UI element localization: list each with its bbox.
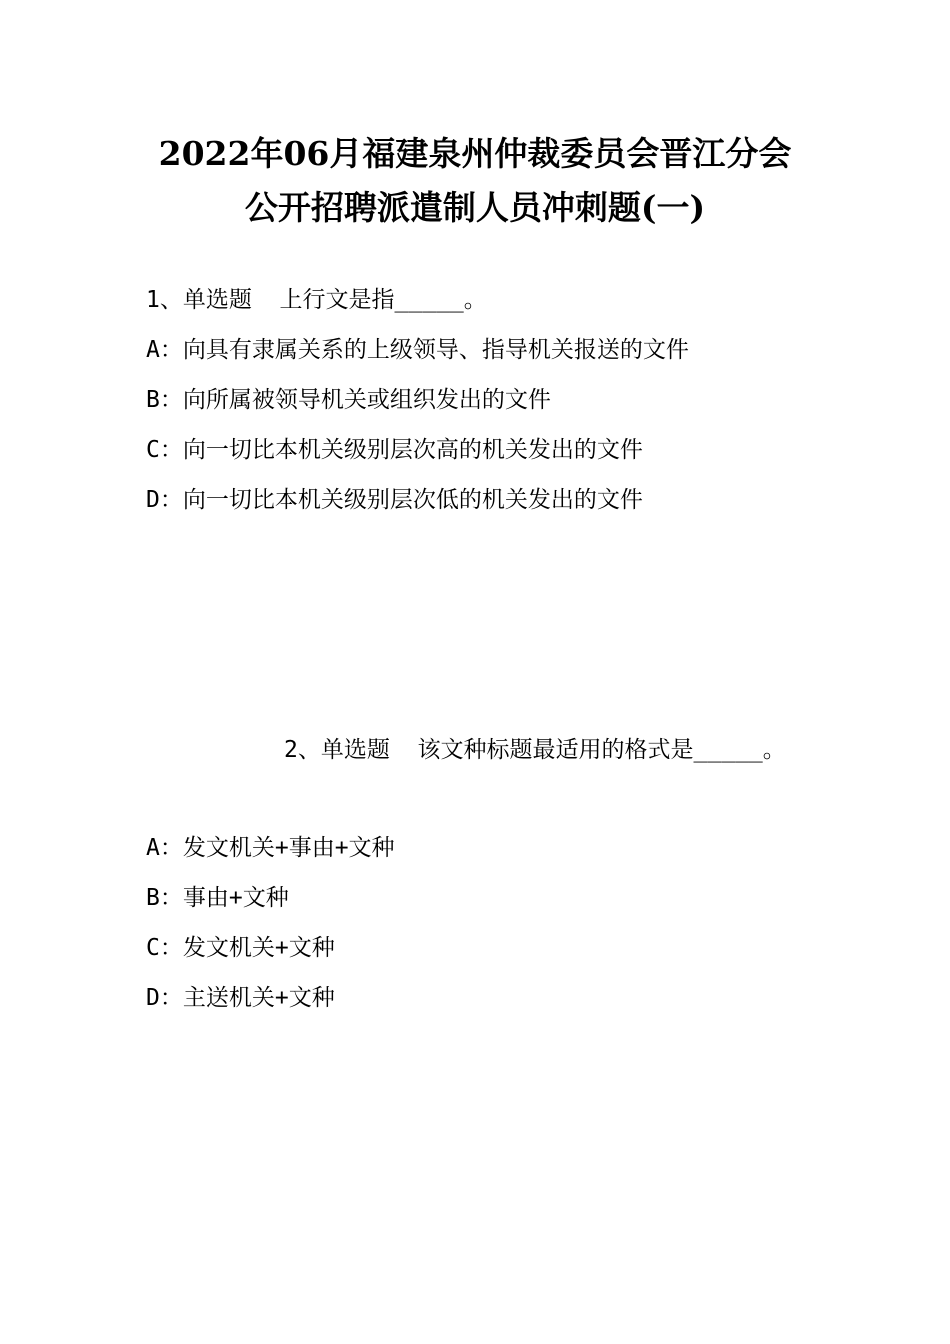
option-d: D：主送机关+文种 (146, 985, 335, 1011)
question-stem: 1、单选题 上行文是指_____。 (146, 287, 487, 313)
option-b: B：事由+文种 (146, 885, 289, 911)
option-d: D：向一切比本机关级别层次低的机关发出的文件 (146, 487, 643, 513)
option-a: A：发文机关+事由+文种 (146, 835, 395, 861)
title-line-2: 公开招聘派遣制人员冲刺题(一) (244, 188, 706, 227)
question-stem: 2、单选题 该文种标题最适用的格式是_____。 (284, 737, 786, 763)
option-a: A：向具有隶属关系的上级领导、指导机关报送的文件 (146, 337, 689, 363)
option-c: C：向一切比本机关级别层次高的机关发出的文件 (146, 437, 643, 463)
option-c: C：发文机关+文种 (146, 935, 335, 961)
title-line-1: 2022年06月福建泉州仲裁委员会晋江分会 (158, 134, 792, 173)
option-b: B：向所属被领导机关或组织发出的文件 (146, 387, 551, 413)
